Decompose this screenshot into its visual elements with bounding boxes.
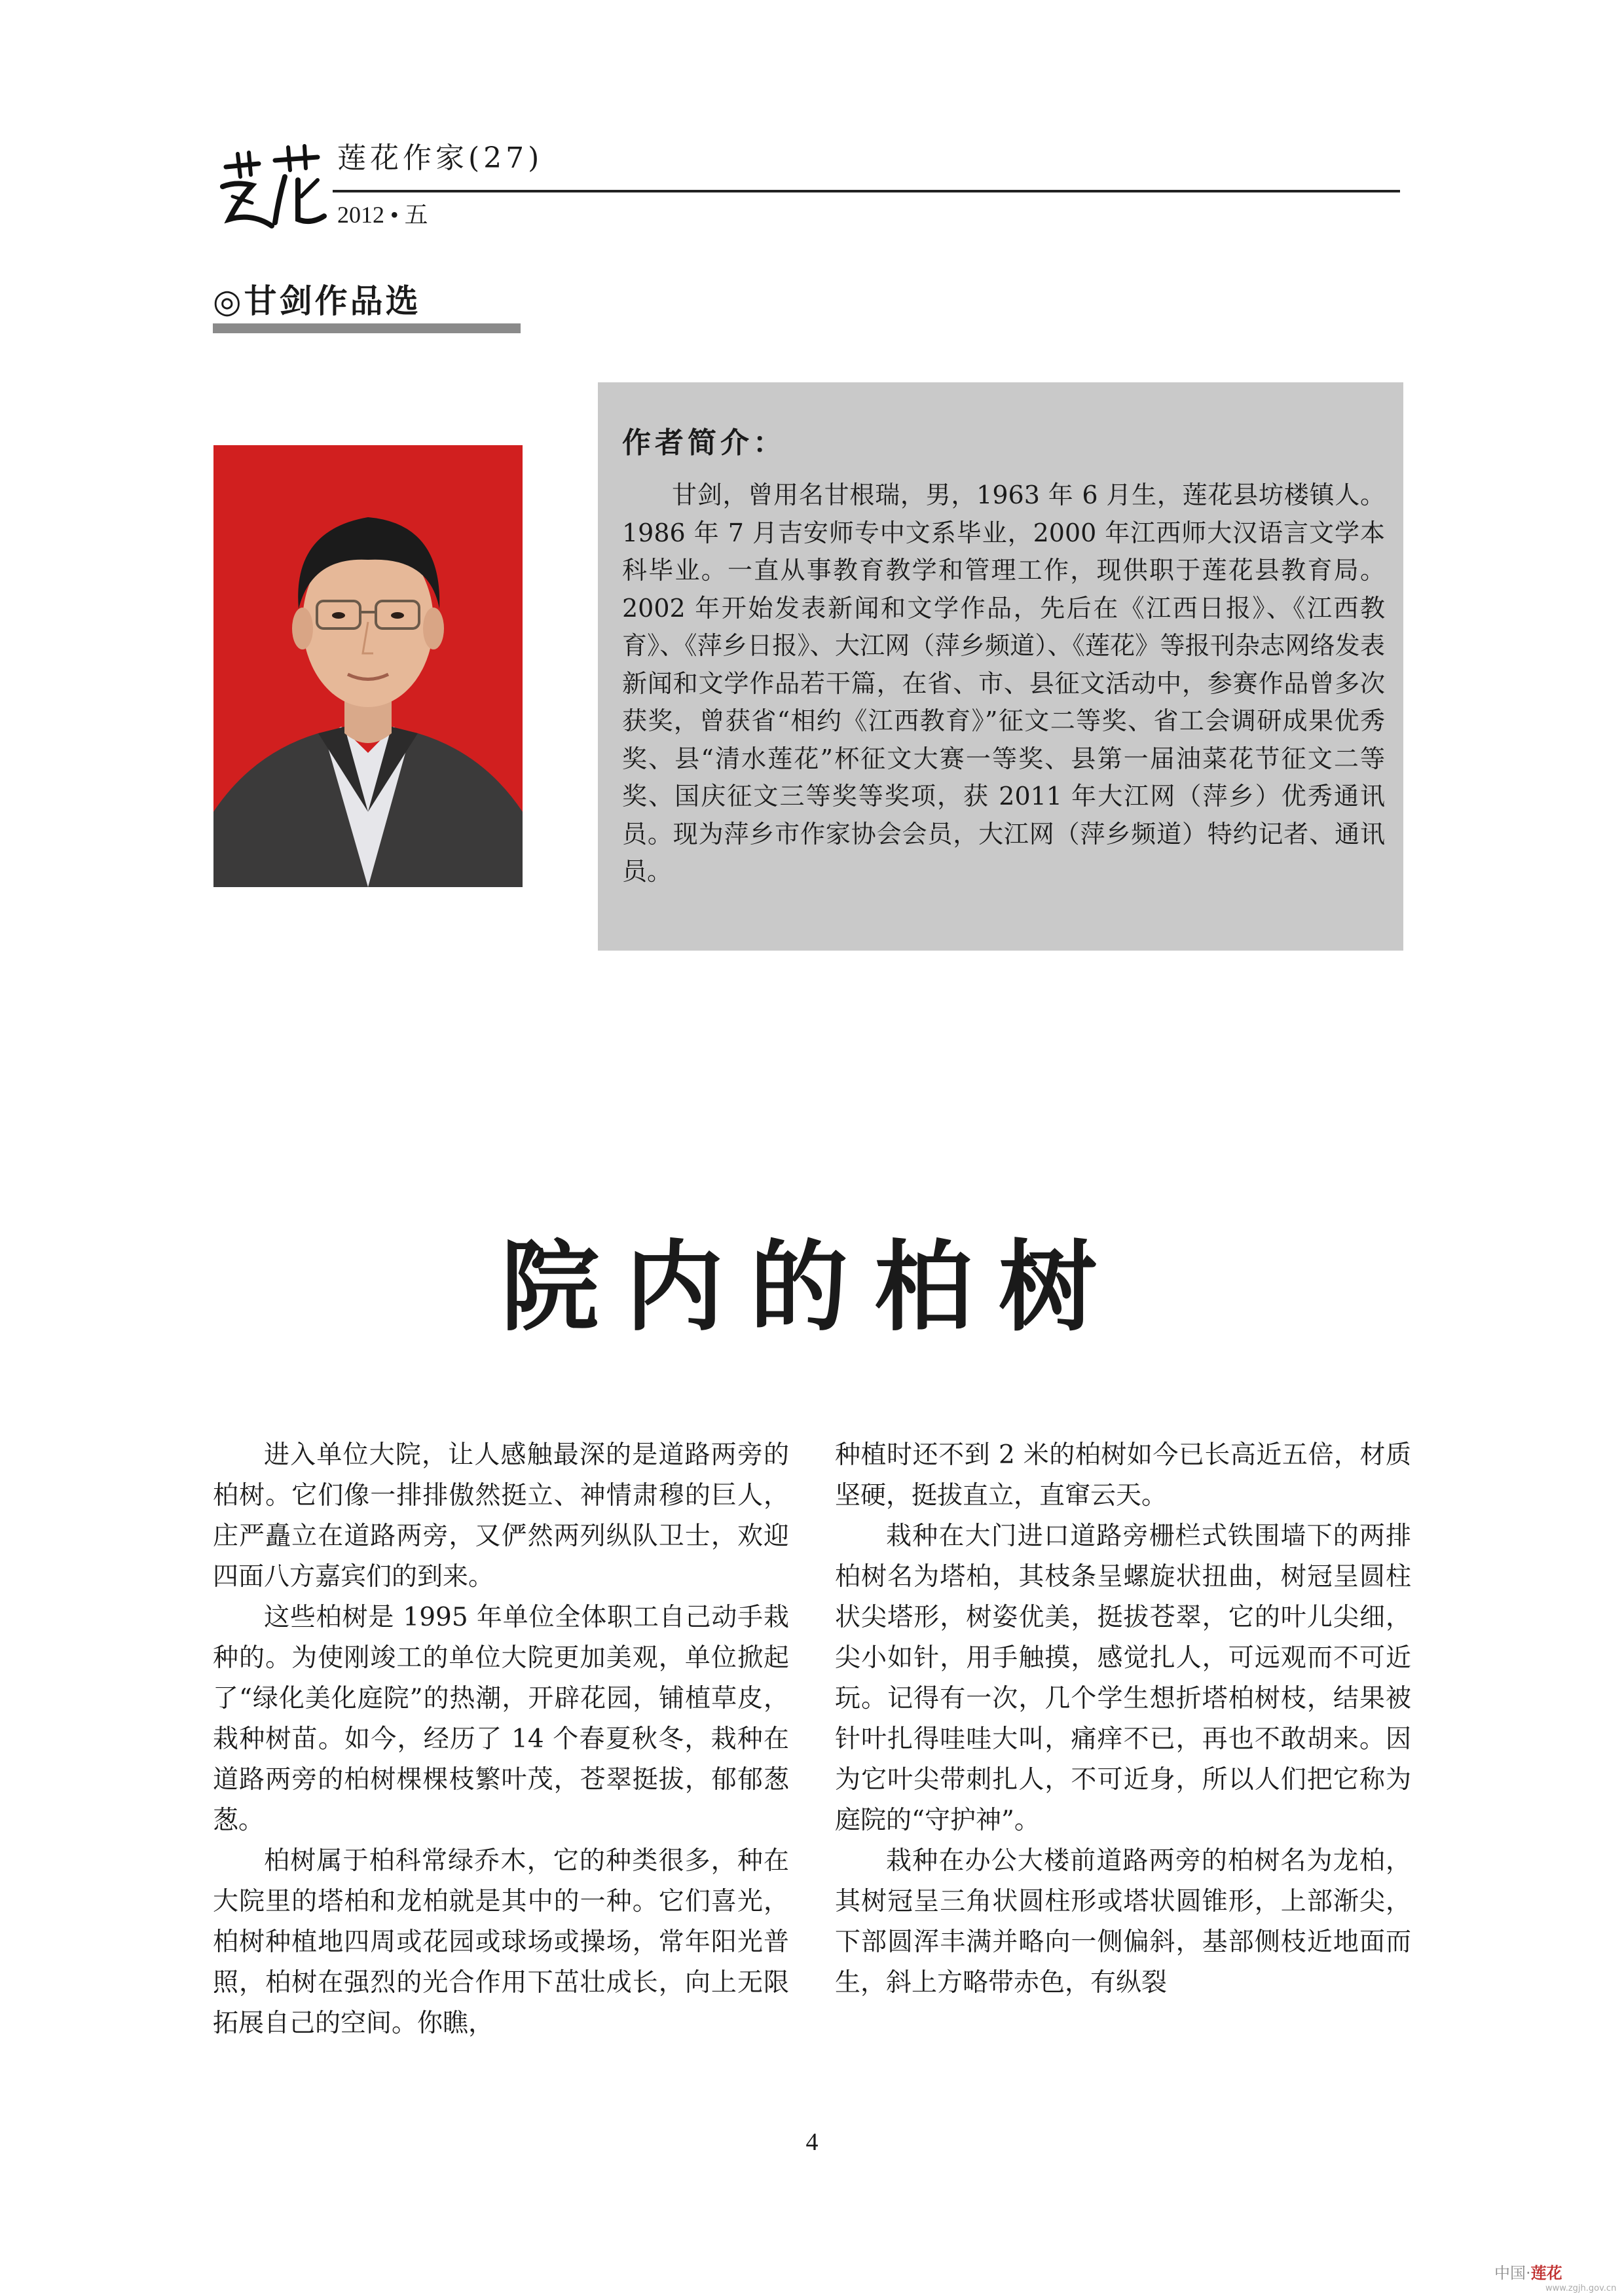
article-paragraph: 进入单位大院，让人感触最深的是道路两旁的柏树。它们像一排排傲然挺立、神情肃穆的巨人，庄严矗立在道路两旁，又俨然两列纵队卫士，欢迎四面八方嘉宾们的到来。 xyxy=(213,1440,789,1592)
section-title: ◎甘剑作品选 xyxy=(213,282,421,320)
page-number: 4 xyxy=(805,2128,819,2156)
bio-heading: 作者简介： xyxy=(622,426,786,460)
article-right-column xyxy=(835,1435,1411,2003)
watermark-brand: 莲花 xyxy=(1530,2264,1562,2282)
article-paragraph: 柏树属于柏科常绿乔木，它的种类很多，种在大院里的塔柏和龙柏就是其中的一种。它们喜光，柏树种植地四周或花园或球场或操场，常年阳光普照，柏树在强烈的光合作用下茁壮成长，向上无限拓展自己的空间。你瞧， xyxy=(213,1846,789,2038)
site-watermark xyxy=(1494,2260,1562,2283)
issue-label: 2012 • 五 xyxy=(337,202,428,228)
article-paragraph-continued: 种植时还不到 2 米的柏树如今已长高近五倍，材质坚硬，挺拔直立，直窜云天。 xyxy=(835,1440,1411,1510)
watermark-prefix: 中国· xyxy=(1494,2264,1531,2282)
magazine-logo xyxy=(213,141,331,232)
article-paragraph: 栽种在办公大楼前道路两旁的柏树名为龙柏，其树冠呈三角状圆柱形或塔状圆锥形，上部渐尖，下部圆浑丰满并略向一侧偏斜，基部侧枝近地面而生，斜上方略带赤色，有纵裂 xyxy=(835,1846,1411,1997)
bio-text xyxy=(622,477,1385,891)
watermark-url: www.zgjh.gov.cn xyxy=(1545,2284,1617,2293)
magazine-title: 莲花作家(27) xyxy=(337,141,544,175)
section-underline-bar xyxy=(213,323,521,333)
article-paragraph: 栽种在大门进口道路旁栅栏式铁围墙下的两排柏树名为塔柏，其枝条呈螺旋状扭曲，树冠呈圆柱状尖塔形，树姿优美，挺拔苍翠，它的叶儿尖细，尖小如针，用手触摸，感觉扎人，可远观而不可近玩。记得有一次，几个学生想折塔柏树枝，结果被针叶扎得哇哇大叫，痛痒不已，再也不敢胡来。因为它叶尖带刺扎人，不可近身，所以人们把它称为庭院的“守护神”。 xyxy=(835,1522,1411,1835)
bio-paragraph: 甘剑，曾用名甘根瑞，男，1963 年 6 月生，莲花县坊楼镇人。1986 年 7 月吉安师专中文系毕业，2000 年江西师大汉语言文学本科毕业。一直从事教育教学和管理工作，现供职于莲花县教育局。2002 年开始发表新闻和文学作品，先后在《江西日报》、《江西教育》、《萍乡日报》、大江网（萍乡频道）、《莲花》等报刊杂志网络发表新闻和文学作品若干篇，在省、市、县征文活动中，参赛作品曾多次获奖，曾获省“相约《江西教育》”征文二等奖、省工会调研成果优秀奖、县“清水莲花”杯征文大赛一等奖、县第一届油菜花节征文二等奖、国庆征文三等奖等奖项，获 2011 年大江网（萍乡）优秀通讯员。现为萍乡市作家协会会员，大江网（萍乡频道）特约记者、通讯员。 xyxy=(622,481,1385,886)
article-paragraph: 这些柏树是 1995 年单位全体职工自己动手栽种的。为使刚竣工的单位大院更加美观，单位掀起了“绿化美化庭院”的热潮，开辟花园，铺植草皮，栽种树苗。如今，经历了 14 个春夏秋冬，栽种在道路两旁的柏树棵棵枝繁叶茂，苍翠挺拔，郁郁葱葱。 xyxy=(213,1603,789,1835)
author-photo xyxy=(213,445,523,887)
article-title: 院内的柏树 xyxy=(500,1231,1123,1345)
article-left-column xyxy=(213,1435,789,2044)
header-rule xyxy=(333,190,1400,192)
